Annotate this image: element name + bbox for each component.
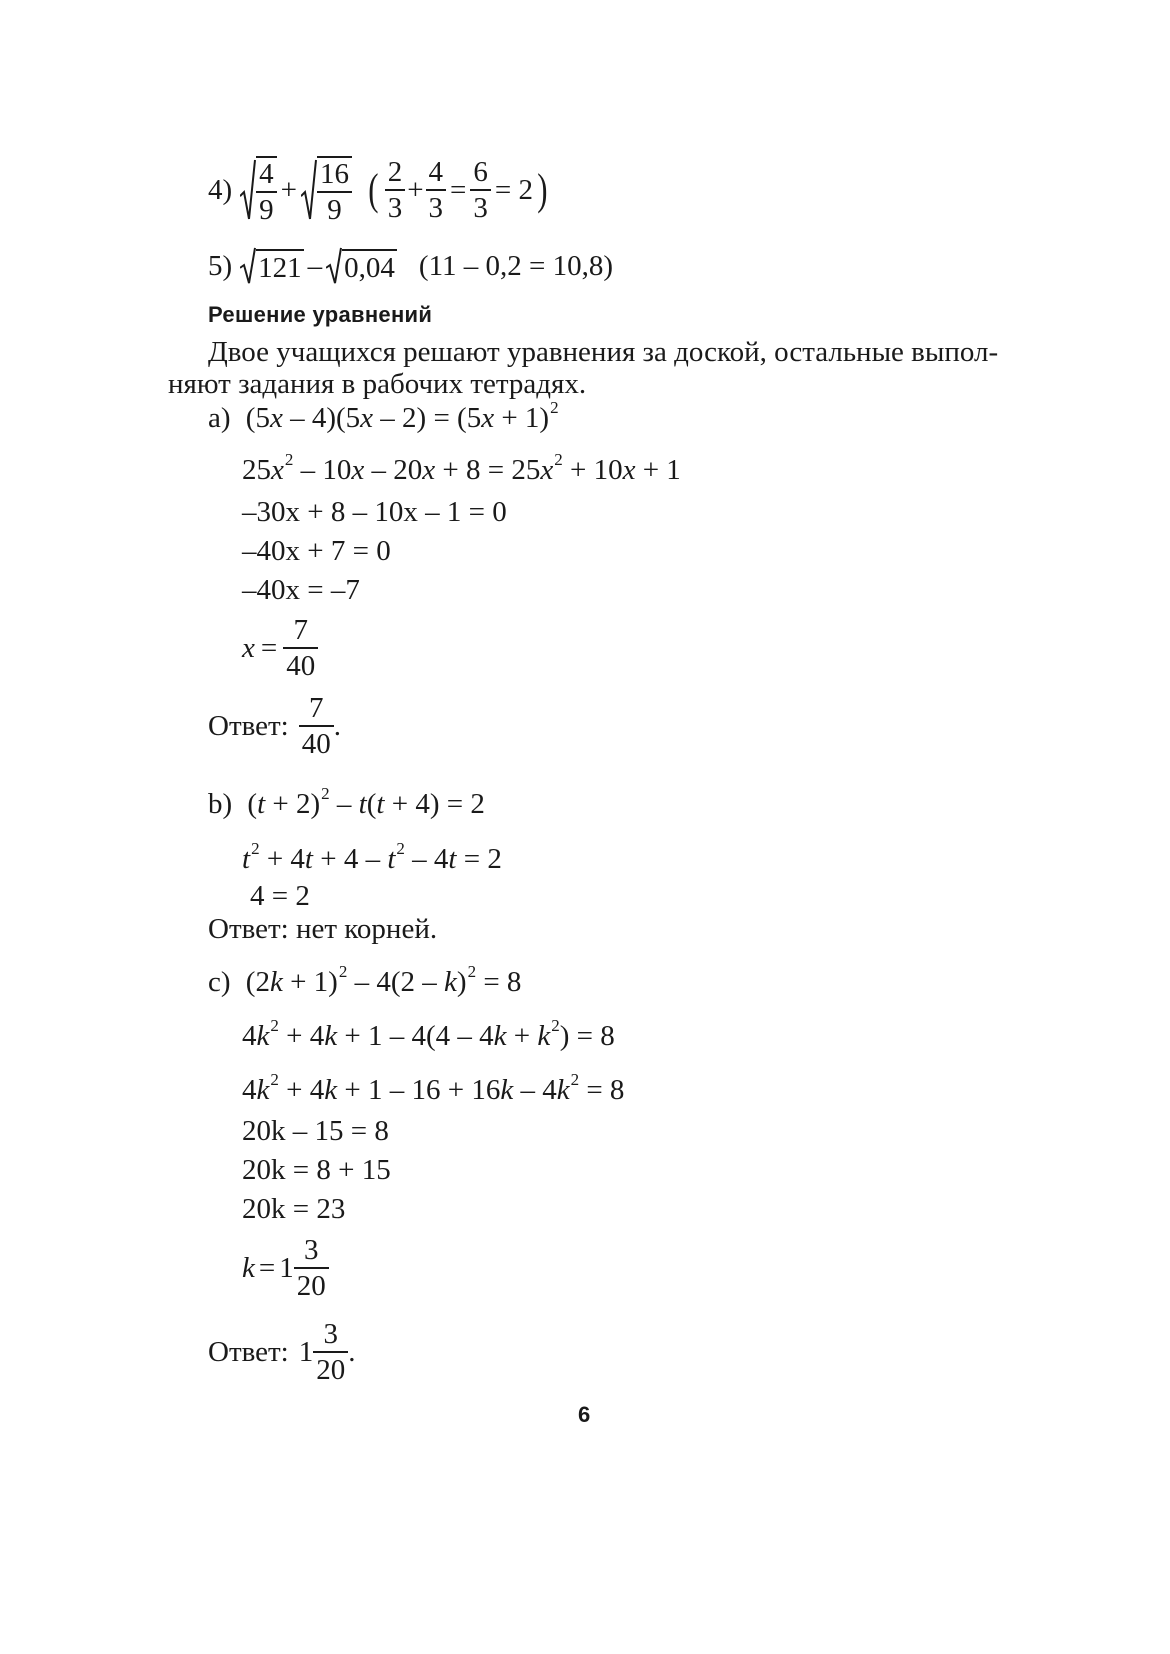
eq-a-step-2: –30x + 8 – 10x – 1 = 0 (242, 496, 507, 528)
eq-c-answer: Ответ: 1 3 20 . (208, 1318, 356, 1386)
problem-5-label: 5) (208, 249, 233, 282)
problem-5: 5) 121 – 0,04 (11 – 0,2 = 10,8) (208, 246, 613, 286)
plus-sign: + (280, 173, 298, 206)
equation-c-label: c) (208, 966, 231, 998)
equation-c: c) $(2k + 1)^2 - 4(2 - k)^2 = 8$ (208, 962, 522, 998)
eq-c-step-4: 20k = 8 + 15 (242, 1154, 391, 1186)
intro-line-2: няют задания в рабочих тетрадях. (168, 368, 587, 400)
intro-line-1: Двое учащихся решают уравнения за доской, остальные выпол- (208, 336, 999, 368)
problem-4 (208, 150, 550, 230)
sqrt-4-9: 4 9 (240, 156, 277, 225)
eq-a-answer: Ответ: 7 40 . (208, 692, 341, 760)
eq-a-step-3: –40x + 7 = 0 (242, 535, 391, 567)
eq-c-step-1: $4k^2 + 4k + 1 - 4(4 - 4k + k^2) = 8$ (242, 1016, 615, 1052)
equation-a: a) $(5x - 4)(5x - 2) = (5x + 1)^2$ (208, 398, 559, 434)
equation-a-label: a) (208, 402, 231, 434)
eq-c-solution: k = 1 3 20 (242, 1236, 329, 1301)
problem-5-check: (11 – 0,2 = 10,8) (418, 249, 614, 282)
problem-4-label: 4) (208, 173, 233, 206)
eq-c-step-2: $4k^2 + 4k + 1 - 16 + 16k - 4k^2 = 8$ (242, 1070, 625, 1106)
sqrt-16-9: 16 9 (301, 156, 352, 225)
eq-a-step-1: $25x^2 - 10x - 20x + 8 = 25x^2 + 10x + 1$ (242, 450, 681, 486)
page-number: 6 (578, 1402, 591, 1427)
eq-b-step-1: $t^2 + 4t + 4 - t^2 - 4t = 2$ (242, 839, 502, 875)
sqrt-121: 121 (240, 247, 304, 285)
sqrt-0-04: 0,04 (326, 247, 397, 285)
equation-b-label: b) (208, 788, 233, 820)
section-heading: Решение уравнений (208, 302, 433, 327)
problem-4-check: ( 2 3 + 4 3 = 6 3 = 2 ) (368, 155, 548, 224)
eq-b-step-2: 4 = 2 (250, 880, 310, 912)
eq-a-step-4: –40x = –7 (242, 574, 360, 606)
equation-b: b) $(t + 2)^2 - t(t + 4) = 2$ (208, 784, 485, 820)
eq-b-answer: Ответ: нет корней. (208, 913, 438, 945)
eq-c-step-5: 20k = 23 (242, 1193, 346, 1225)
eq-c-step-3: 20k – 15 = 8 (242, 1115, 389, 1147)
eq-a-solution: x = 7 40 (242, 616, 318, 681)
